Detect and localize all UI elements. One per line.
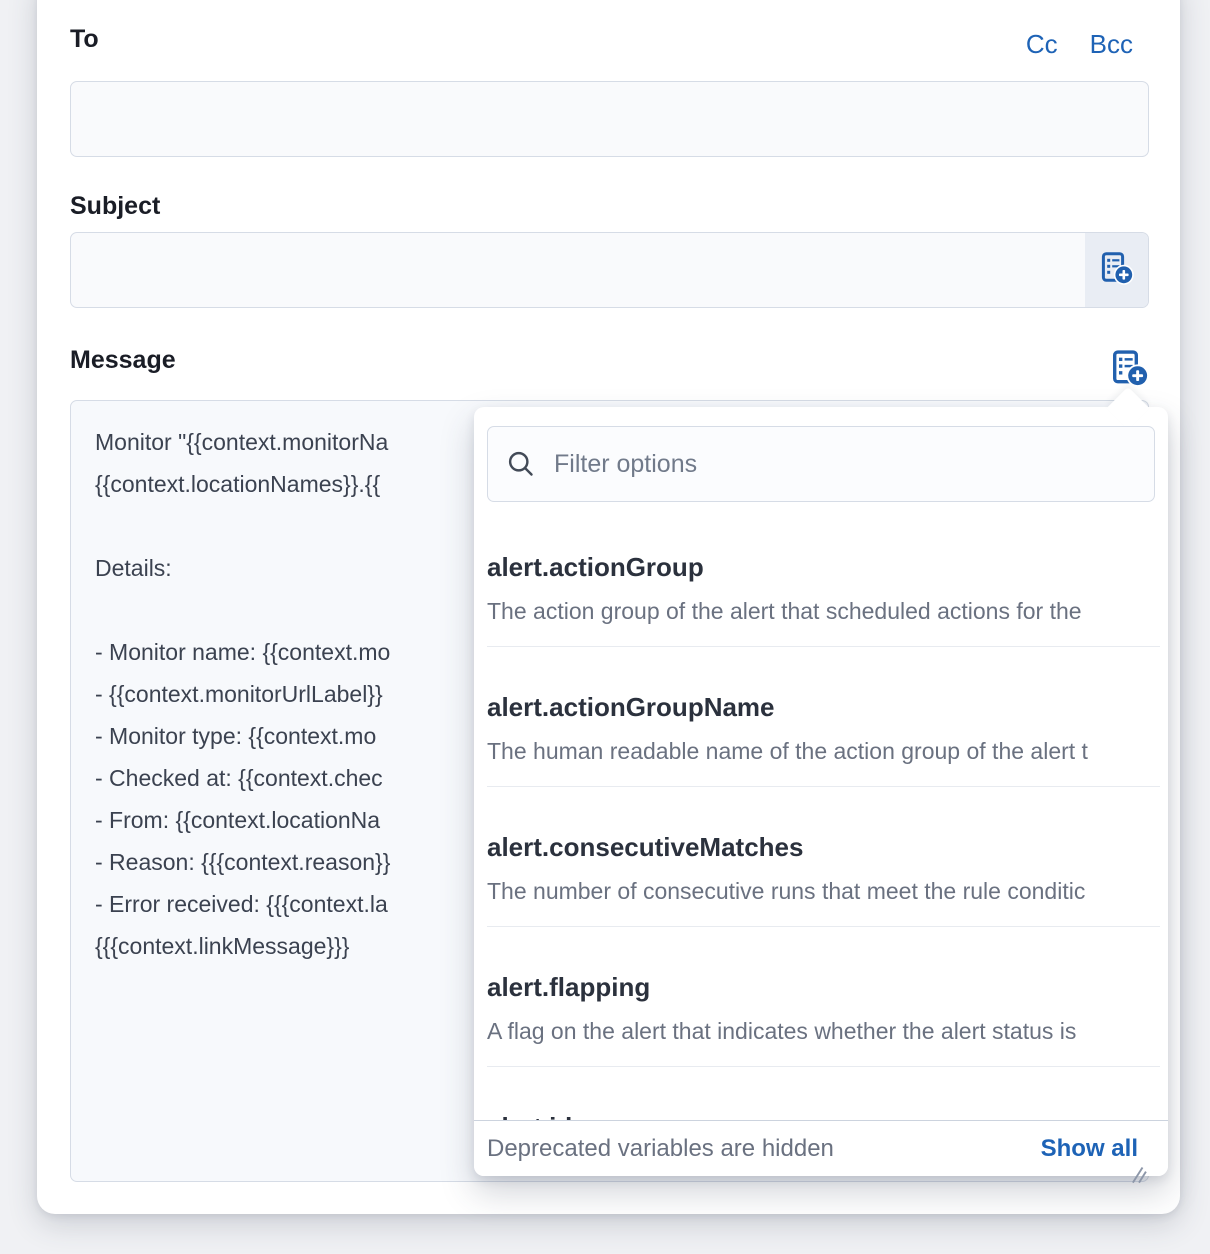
message-line: - Monitor type: {{context.mo — [95, 723, 377, 749]
subject-label: Subject — [70, 192, 161, 220]
message-line: - Checked at: {{context.chec — [95, 765, 383, 791]
deprecated-note: Deprecated variables are hidden — [487, 1134, 834, 1162]
variables-popover — [474, 407, 1168, 1176]
variable-description: A flag on the alert that indicates whether the alert status is — [487, 1018, 1077, 1044]
variable-title: alert.actionGroupName — [487, 692, 775, 722]
show-all-button[interactable]: Show all — [1040, 1134, 1138, 1162]
list-item[interactable] — [487, 647, 1160, 787]
message-add-variable-button[interactable] — [1110, 349, 1150, 389]
subject-input[interactable] — [71, 233, 1085, 307]
list-item[interactable] — [487, 1067, 1160, 1120]
message-line: Details: — [95, 555, 172, 581]
variable-description: The human readable name of the action group of the alert t — [487, 738, 1088, 764]
variable-title: alert.actionGroup — [487, 552, 704, 582]
message-line: - Reason: {{{context.reason}} — [95, 849, 391, 875]
cc-button[interactable]: Cc — [1025, 29, 1058, 59]
add-variable-icon — [1112, 350, 1148, 389]
to-label: To — [70, 25, 99, 53]
message-line: {{context.locationNames}}.{{ — [95, 471, 381, 497]
message-line: - From: {{context.locationNa — [95, 807, 381, 833]
message-line: - Monitor name: {{context.mo — [95, 639, 391, 665]
subject-input-wrap — [70, 232, 1149, 308]
cc-bcc-links — [1026, 29, 1133, 60]
message-label: Message — [70, 346, 176, 374]
popover-footer — [474, 1120, 1168, 1176]
to-input[interactable] — [71, 82, 1148, 156]
list-item[interactable] — [487, 507, 1160, 647]
bcc-button[interactable]: Bcc — [1089, 29, 1133, 59]
filter-search-box — [487, 426, 1155, 502]
resize-handle-icon[interactable] — [1126, 1162, 1148, 1184]
filter-options-input[interactable] — [554, 450, 1136, 479]
subject-add-variable-button[interactable] — [1085, 233, 1148, 307]
variable-title: alert.flapping — [487, 972, 651, 1002]
search-icon — [506, 449, 536, 479]
message-line: Monitor "{{context.monitorNa — [95, 429, 389, 455]
message-line: - Error received: {{{context.la — [95, 891, 388, 917]
list-item[interactable] — [487, 787, 1160, 927]
variable-title: alert.consecutiveMatches — [487, 832, 804, 862]
message-line: {{{context.linkMessage}}} — [95, 933, 350, 959]
list-item[interactable] — [487, 927, 1160, 1067]
variables-list — [474, 502, 1168, 1120]
to-input-wrap — [70, 81, 1149, 157]
variable-description: The number of consecutive runs that meet the rule conditic — [487, 878, 1086, 904]
message-line: - {{context.monitorUrlLabel}} — [95, 681, 383, 707]
variable-description: The action group of the alert that scheduled actions for the — [487, 598, 1082, 624]
add-variable-icon — [1101, 252, 1133, 289]
